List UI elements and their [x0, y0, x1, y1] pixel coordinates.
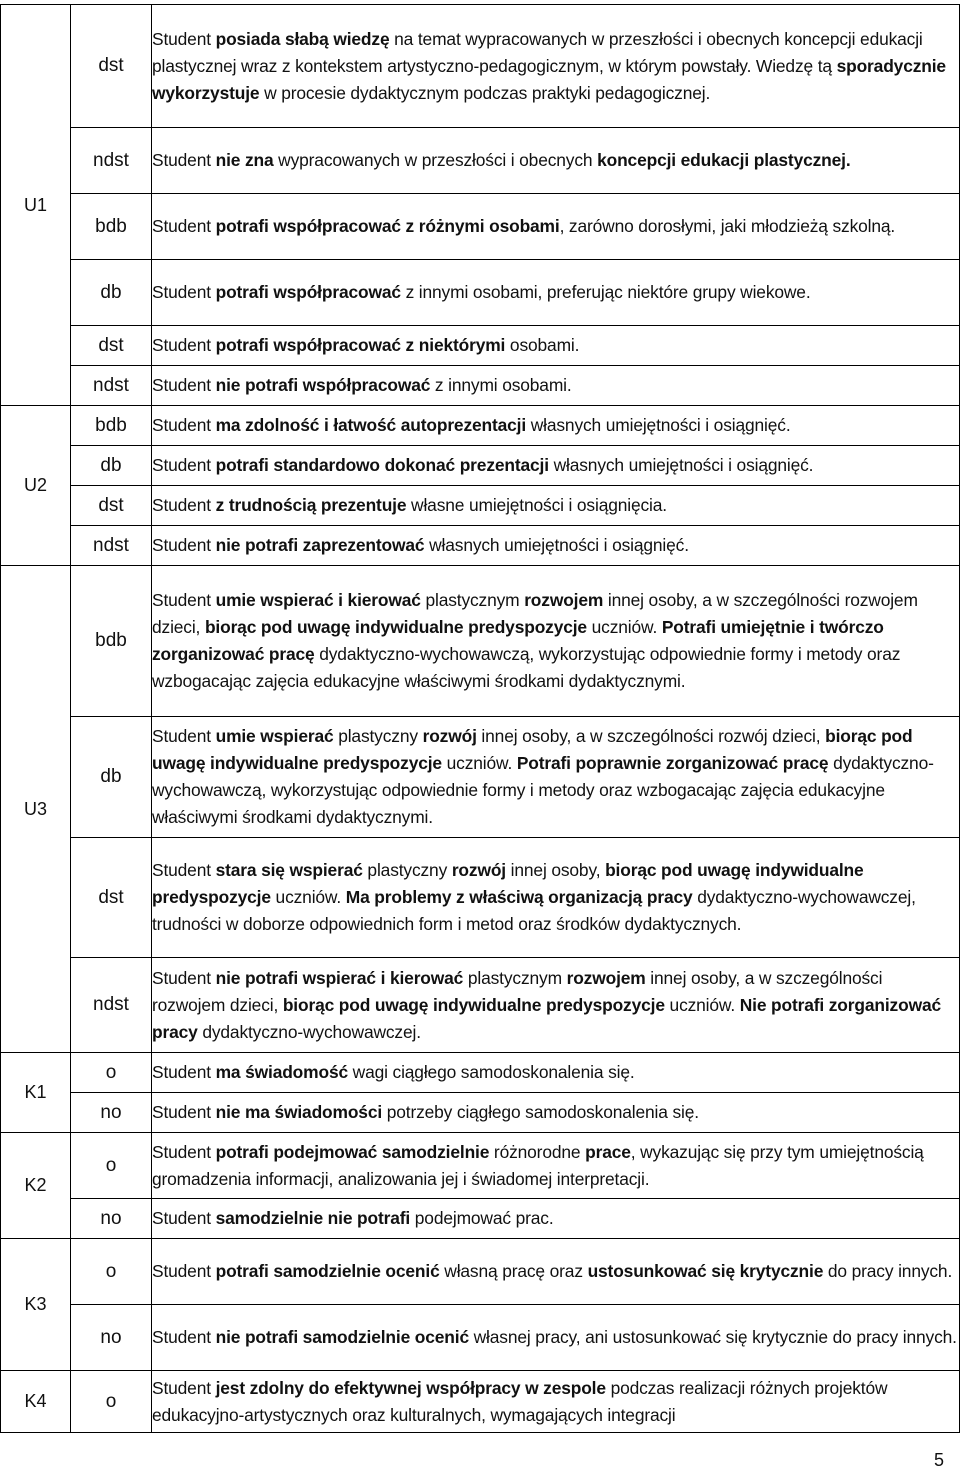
criterion-description [152, 194, 960, 260]
criterion-description [152, 1305, 960, 1371]
criterion-description [152, 1093, 960, 1133]
table-row [1, 260, 960, 326]
emphasized-text: Potrafi poprawnie zorganizować pracę [516, 753, 829, 773]
grading-rubric-table [0, 4, 960, 1433]
description-text: Student [152, 1377, 216, 1398]
description-text: wypracowanych w przeszłości i obecnych [273, 150, 598, 170]
emphasized-text: rozwój [422, 726, 477, 746]
description-text: własnych umiejętności i osiągnięć. [424, 535, 689, 555]
description-text: Student [152, 1261, 216, 1281]
emphasized-text: nie potrafi współpracować [215, 375, 431, 395]
grade-cell: ndst [71, 128, 152, 194]
table-row [1, 486, 960, 526]
description-text: własnych umiejętności i osiągnięć. [548, 455, 814, 475]
table-row [1, 194, 960, 260]
description-text: Student [152, 28, 216, 49]
table-row [1, 717, 960, 838]
grade-cell: dst [71, 5, 152, 128]
description-text: plastycznym [420, 590, 525, 610]
outcome-code: U3 [1, 566, 71, 1053]
grade-cell: db [71, 446, 152, 486]
description-text: Student [152, 1208, 216, 1228]
emphasized-text: umie wspierać i kierować [215, 590, 421, 610]
table-row [1, 958, 960, 1053]
description-text: własnej pracy, ani ustosunkować się krytycznie do pracy innych. [468, 1327, 957, 1347]
description-text: innej osoby, [505, 860, 606, 880]
criterion-description [152, 5, 960, 128]
emphasized-text: potrafi współpracować z niektórymi [215, 335, 506, 355]
grade-cell: ndst [71, 958, 152, 1053]
table-row [1, 128, 960, 194]
outcome-code: U2 [1, 406, 71, 566]
grade-cell: bdb [71, 566, 152, 717]
emphasized-text: prace [585, 1141, 631, 1162]
table-row [1, 838, 960, 958]
description-text: osobami. [505, 335, 580, 355]
emphasized-text: potrafi podejmować samodzielnie [215, 1141, 490, 1162]
description-text: z innymi osobami. [430, 375, 572, 395]
table-row [1, 1239, 960, 1305]
description-text: plastyczny [333, 726, 423, 746]
emphasized-text: umie wspierać [215, 726, 334, 746]
grade-cell: ndst [71, 366, 152, 406]
outcome-code: U1 [1, 5, 71, 406]
emphasized-text: biorąc pod uwagę indywidualne predyspozycje [204, 617, 587, 637]
emphasized-text: posiada słabą wiedzę [215, 28, 390, 49]
description-text: w procesie dydaktycznym podczas praktyki pedagogicznej. [259, 82, 711, 103]
emphasized-text: Ma problemy z właściwą organizacją pracy [345, 887, 693, 907]
emphasized-text: Nie potrafi zorganizować pracy [152, 994, 941, 1042]
grade-cell: bdb [71, 194, 152, 260]
description-text: Student [152, 216, 216, 236]
emphasized-text: Potrafi umiejętnie i twórczo zorganizować pracę [152, 617, 884, 664]
table-row [1, 5, 960, 128]
table-row [1, 1053, 960, 1093]
emphasized-text: ustosunkować się krytycznie [587, 1261, 824, 1281]
description-text: uczniów. [586, 617, 662, 637]
outcome-code: K4 [1, 1371, 71, 1433]
table-row [1, 326, 960, 366]
criterion-description [152, 326, 960, 366]
description-text: innej osoby, a w szczególności rozwój dzieci, [476, 726, 826, 746]
criterion-description [152, 260, 960, 326]
description-text: , zarówno dorosłymi, jaki młodzieżą szkolną. [559, 216, 896, 236]
emphasized-text: nie potrafi wspierać i kierować [215, 967, 464, 988]
description-text: własne umiejętności i osiągnięcia. [406, 495, 667, 515]
description-text: potrzeby ciągłego samodoskonalenia się. [382, 1102, 699, 1122]
description-text: Student [152, 150, 216, 170]
description-text: Student [152, 335, 216, 355]
description-text: innej osoby, a w szczególności rozwojem dzieci, [152, 590, 918, 637]
emphasized-text: potrafi samodzielnie ocenić [215, 1261, 440, 1281]
description-text: , wykazując się przy tym umiejętnością gromadzenia informacji, analizowania jej i świadomej interpretacji. [152, 1141, 924, 1189]
description-text: wagi ciągłego samodoskonalenia się. [348, 1062, 635, 1082]
criterion-description [152, 486, 960, 526]
criterion-description [152, 446, 960, 486]
table-row [1, 406, 960, 446]
grade-cell: no [71, 1199, 152, 1239]
description-text: Student [152, 860, 216, 880]
grade-cell: o [71, 1371, 152, 1433]
emphasized-text: nie potrafi samodzielnie ocenić [215, 1327, 469, 1347]
table-row [1, 1305, 960, 1371]
criterion-description [152, 526, 960, 566]
emphasized-text: nie ma świadomości [215, 1102, 383, 1122]
description-text: Student [152, 282, 216, 302]
description-text: Student [152, 1102, 216, 1122]
table-row [1, 446, 960, 486]
emphasized-text: ma zdolność i łatwość autoprezentacji [215, 415, 527, 435]
description-text: uczniów. [664, 994, 740, 1015]
emphasized-text: jest zdolny do efektywnej współpracy w zespole [215, 1377, 606, 1398]
emphasized-text: rozwój [451, 860, 506, 880]
grade-cell: dst [71, 326, 152, 366]
description-text: dydaktyczno-wychowawczej, trudności w doborze odpowiednich form i metod oraz środków dydaktycznych. [152, 887, 916, 934]
description-text: do pracy innych. [823, 1261, 953, 1281]
description-text: własnych umiejętności i osiągnięć. [526, 415, 791, 435]
table-row [1, 526, 960, 566]
table-row [1, 366, 960, 406]
description-text: dydaktyczno-wychowawczą, wykorzystując odpowiednie formy i metody oraz wzbogacając zajęcia edukacyjne właściwymi środkami dydaktycznymi. [152, 753, 934, 827]
emphasized-text: biorąc pod uwagę indywidualne predyspozycje [152, 860, 864, 907]
description-text: różnorodne [489, 1141, 586, 1162]
grade-cell: db [71, 260, 152, 326]
description-text: Student [152, 590, 216, 610]
emphasized-text: sporadycznie wykorzystuje [152, 55, 946, 103]
emphasized-text: ma świadomość [215, 1062, 348, 1082]
rubric-body [1, 5, 960, 1433]
description-text: uczniów. [441, 753, 517, 773]
grade-cell: no [71, 1305, 152, 1371]
emphasized-text: biorąc pod uwagę indywidualne predyspozycje [152, 726, 913, 773]
description-text: dydaktyczno-wychowawczą, wykorzystując odpowiednie formy i metody oraz wzbogacając zajęcia edukacyjne właściwymi środkami dydaktycznymi. [152, 644, 901, 691]
description-text: innej osoby, a w szczególności rozwojem dzieci, [152, 967, 883, 1015]
description-text: podejmować prac. [410, 1208, 554, 1228]
grade-cell: db [71, 717, 152, 838]
grade-cell: ndst [71, 526, 152, 566]
description-text: Student [152, 967, 216, 988]
criterion-description [152, 366, 960, 406]
emphasized-text: biorąc pod uwagę indywidualne predyspozycje [282, 994, 665, 1015]
emphasized-text: potrafi standardowo dokonać prezentacji [215, 455, 549, 475]
table-row [1, 1199, 960, 1239]
outcome-code: K2 [1, 1133, 71, 1239]
description-text: własną pracę oraz [439, 1261, 588, 1281]
criterion-description [152, 1239, 960, 1305]
criterion-description [152, 128, 960, 194]
emphasized-text: potrafi współpracować z różnymi osobami [215, 216, 560, 236]
description-text: Student [152, 1062, 216, 1082]
emphasized-text: rozwojem [566, 967, 646, 988]
criterion-description [152, 838, 960, 958]
criterion-description [152, 406, 960, 446]
table-row [1, 1371, 960, 1433]
table-row [1, 566, 960, 717]
grade-cell: dst [71, 486, 152, 526]
emphasized-text: rozwojem [524, 590, 604, 610]
grade-cell: bdb [71, 406, 152, 446]
outcome-code: K3 [1, 1239, 71, 1371]
description-text: plastycznym [463, 967, 567, 988]
grade-cell: o [71, 1133, 152, 1199]
table-row [1, 1093, 960, 1133]
emphasized-text: z trudnością prezentuje [215, 495, 407, 515]
table-row [1, 1133, 960, 1199]
description-text: Student [152, 1327, 216, 1347]
description-text: uczniów. [270, 887, 346, 907]
description-text: Student [152, 535, 216, 555]
description-text: dydaktyczno-wychowawczej. [197, 1021, 421, 1042]
description-text: Student [152, 375, 216, 395]
emphasized-text: nie potrafi zaprezentować [215, 535, 425, 555]
description-text: na temat wypracowanych w przeszłości i obecnych koncepcji edukacji plastycznej wraz z kontekstem artystyczno-pedagogicznym, w którym powstały. Wiedzę tą [152, 28, 923, 76]
description-text: Student [152, 726, 216, 746]
criterion-description [152, 566, 960, 717]
description-text: Student [152, 1141, 216, 1162]
criterion-description [152, 717, 960, 838]
grade-cell: no [71, 1093, 152, 1133]
description-text: podczas realizacji różnych projektów edukacyjno-artystycznych oraz kulturalnych, wymagających integracji [152, 1377, 888, 1425]
description-text: Student [152, 455, 216, 475]
criterion-description [152, 1371, 960, 1433]
criterion-description [152, 1133, 960, 1199]
emphasized-text: nie zna [215, 150, 274, 170]
grade-cell: o [71, 1239, 152, 1305]
emphasized-text: samodzielnie nie potrafi [215, 1208, 411, 1228]
description-text: Student [152, 415, 216, 435]
criterion-description [152, 1199, 960, 1239]
emphasized-text: potrafi współpracować [215, 282, 401, 302]
emphasized-text: koncepcji edukacji plastycznej. [597, 150, 851, 170]
emphasized-text: stara się wspierać [215, 860, 363, 880]
description-text: Student [152, 495, 216, 515]
criterion-description [152, 958, 960, 1053]
outcome-code: K1 [1, 1053, 71, 1133]
description-text: z innymi osobami, preferując niektóre grupy wiekowe. [400, 282, 811, 302]
grade-cell: o [71, 1053, 152, 1093]
grade-cell: dst [71, 838, 152, 958]
criterion-description [152, 1053, 960, 1093]
page-number: 5 [933, 1450, 944, 1470]
description-text: plastyczny [362, 860, 452, 880]
